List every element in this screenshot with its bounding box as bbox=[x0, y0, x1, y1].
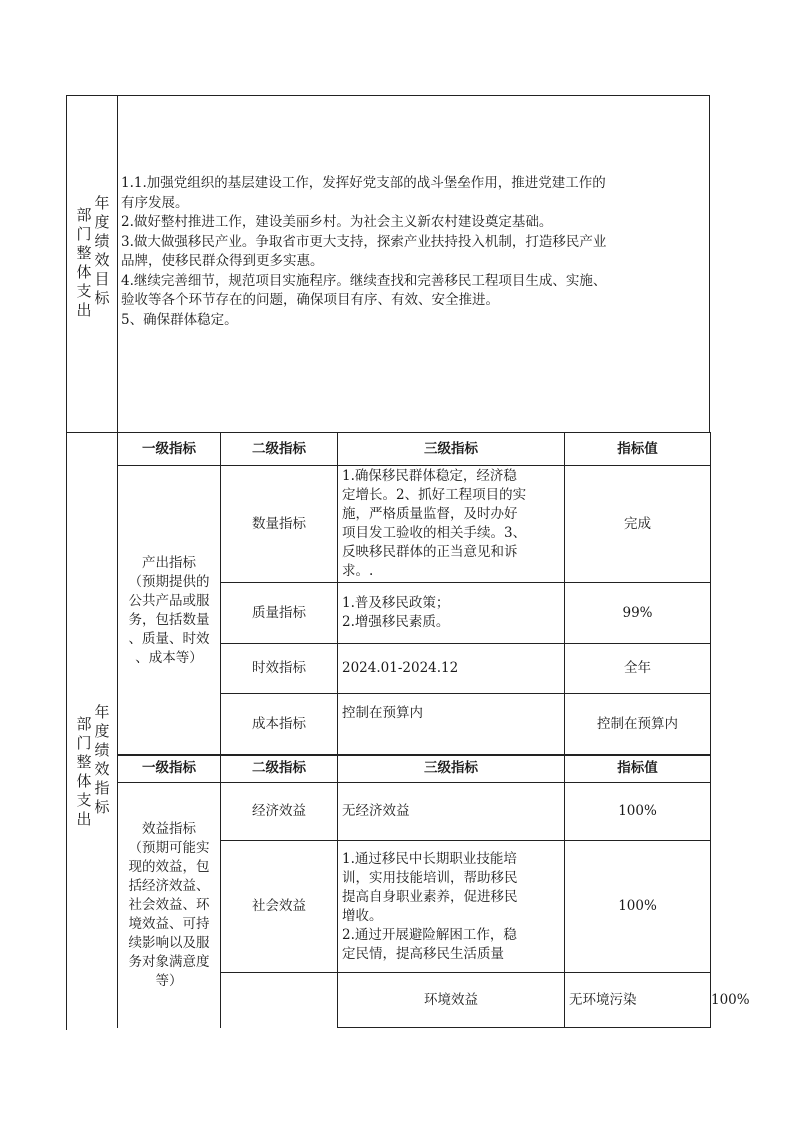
level2-cell: 社会效益 bbox=[221, 841, 338, 973]
output-indicators-table bbox=[117, 432, 711, 756]
value-cell: 99% bbox=[565, 583, 711, 644]
benefit-indicators-table bbox=[117, 754, 750, 1028]
table-row bbox=[118, 783, 711, 841]
value-cell: 完成 bbox=[565, 466, 711, 583]
level3-cell: 1.通过移民中长期职业技能培 训，实用技能培训，帮助移民 提高自身职业素养，促进移民 增收。 2.通过开展避险解困工作，稳 定民情，提高移民生活质量 bbox=[338, 841, 565, 973]
goal-line: 1.1.加强党组织的基层建设工作，发挥好党支部的战斗堡垒作用，推进党建工作的 bbox=[121, 175, 606, 191]
header-level2: 二级指标 bbox=[221, 433, 338, 466]
value-cell: 全年 bbox=[565, 644, 711, 694]
level2-cell: 经济效益 bbox=[221, 783, 338, 841]
table-header-row bbox=[118, 755, 711, 783]
goal-line: 4.继续完善细节，规范项目实施程序。继续查找和完善移民工程项目生成、实施、 bbox=[121, 272, 607, 289]
level3-cell: 无经济效益 bbox=[338, 783, 565, 841]
output-category-cell: 产出指标 （预期提供的 公共产品或服 务，包括数量 、质量、时效 、成本等） bbox=[118, 466, 221, 756]
goal-line: 2.做好整村推进工作，建设美丽乡村。为社会主义新农村建设奠定基础。 bbox=[121, 214, 553, 230]
table-header-row bbox=[118, 433, 711, 466]
goal-line: 有序发展。 bbox=[121, 194, 189, 211]
benefit-category-cell: 效益指标 （预期可能实 现的效益，包 括经济效益、 社会效益、环 境效益、可持 续影响以及服 务对象满意度 等） bbox=[118, 783, 221, 1028]
level3-cell: 2024.01-2024.12 bbox=[338, 644, 565, 694]
table-row bbox=[118, 466, 711, 583]
header-level1: 一级指标 bbox=[118, 755, 221, 783]
header-level2: 二级指标 bbox=[221, 755, 338, 783]
value-cell: 100% bbox=[565, 783, 711, 841]
annual-goals-text bbox=[121, 174, 701, 330]
frame-left-line bbox=[66, 95, 67, 1030]
header-level1: 一级指标 bbox=[118, 433, 221, 466]
indicators-label-left: 部 门 整 体 支 出 bbox=[76, 715, 92, 828]
value-cell: 100% bbox=[565, 841, 711, 973]
level3-cell: 1.确保移民群体稳定，经济稳 定增长。2、抓好工程项目的实 施，严格质量监督，及时办好 项目发工验收的相关手续。3、 反映移民群体的正当意见和诉 求。. bbox=[338, 466, 565, 583]
level2-cell: 时效指标 bbox=[221, 644, 338, 694]
label-column-divider-top bbox=[117, 95, 118, 433]
goals-label-left: 部 门 整 体 支 出 bbox=[76, 206, 92, 319]
indicators-label-right: 年 度 绩 效 指 标 bbox=[94, 703, 110, 816]
level2-cell: 数量指标 bbox=[221, 466, 338, 583]
header-level3: 三级指标 bbox=[338, 433, 565, 466]
level3-cell: 控制在预算内 bbox=[338, 694, 565, 756]
frame-top-line bbox=[66, 95, 710, 96]
goal-line: 5、确保群体稳定。 bbox=[121, 311, 238, 328]
table-row: 环境效益 无环境污染 100% bbox=[118, 973, 711, 1028]
empty-cell bbox=[221, 973, 338, 1028]
frame-right-line bbox=[709, 95, 710, 433]
goal-line: 品牌，使移民群众得到更多实惠。 bbox=[121, 253, 324, 269]
header-value: 指标值 bbox=[565, 755, 711, 783]
level2-cell: 成本指标 bbox=[221, 694, 338, 756]
goal-line: 验收等各个环节存在的问题，确保项目有序、有效、安全推进。 bbox=[121, 292, 499, 308]
header-value: 指标值 bbox=[565, 433, 711, 466]
level3-cell: 无环境污染 bbox=[565, 973, 711, 1028]
goal-line: 3.做大做强移民产业。争取省市更大支持，探索产业扶持投入机制，打造移民产业 bbox=[121, 233, 607, 250]
goals-label-right: 年 度 绩 效 目 标 bbox=[94, 194, 110, 307]
level2-cell: 环境效益 bbox=[338, 973, 565, 1028]
level2-cell: 质量指标 bbox=[221, 583, 338, 644]
header-level3: 三级指标 bbox=[338, 755, 565, 783]
value-cell: 控制在预算内 bbox=[565, 694, 711, 756]
level3-cell: 1.普及移民政策； 2.增强移民素质。 bbox=[338, 583, 565, 644]
